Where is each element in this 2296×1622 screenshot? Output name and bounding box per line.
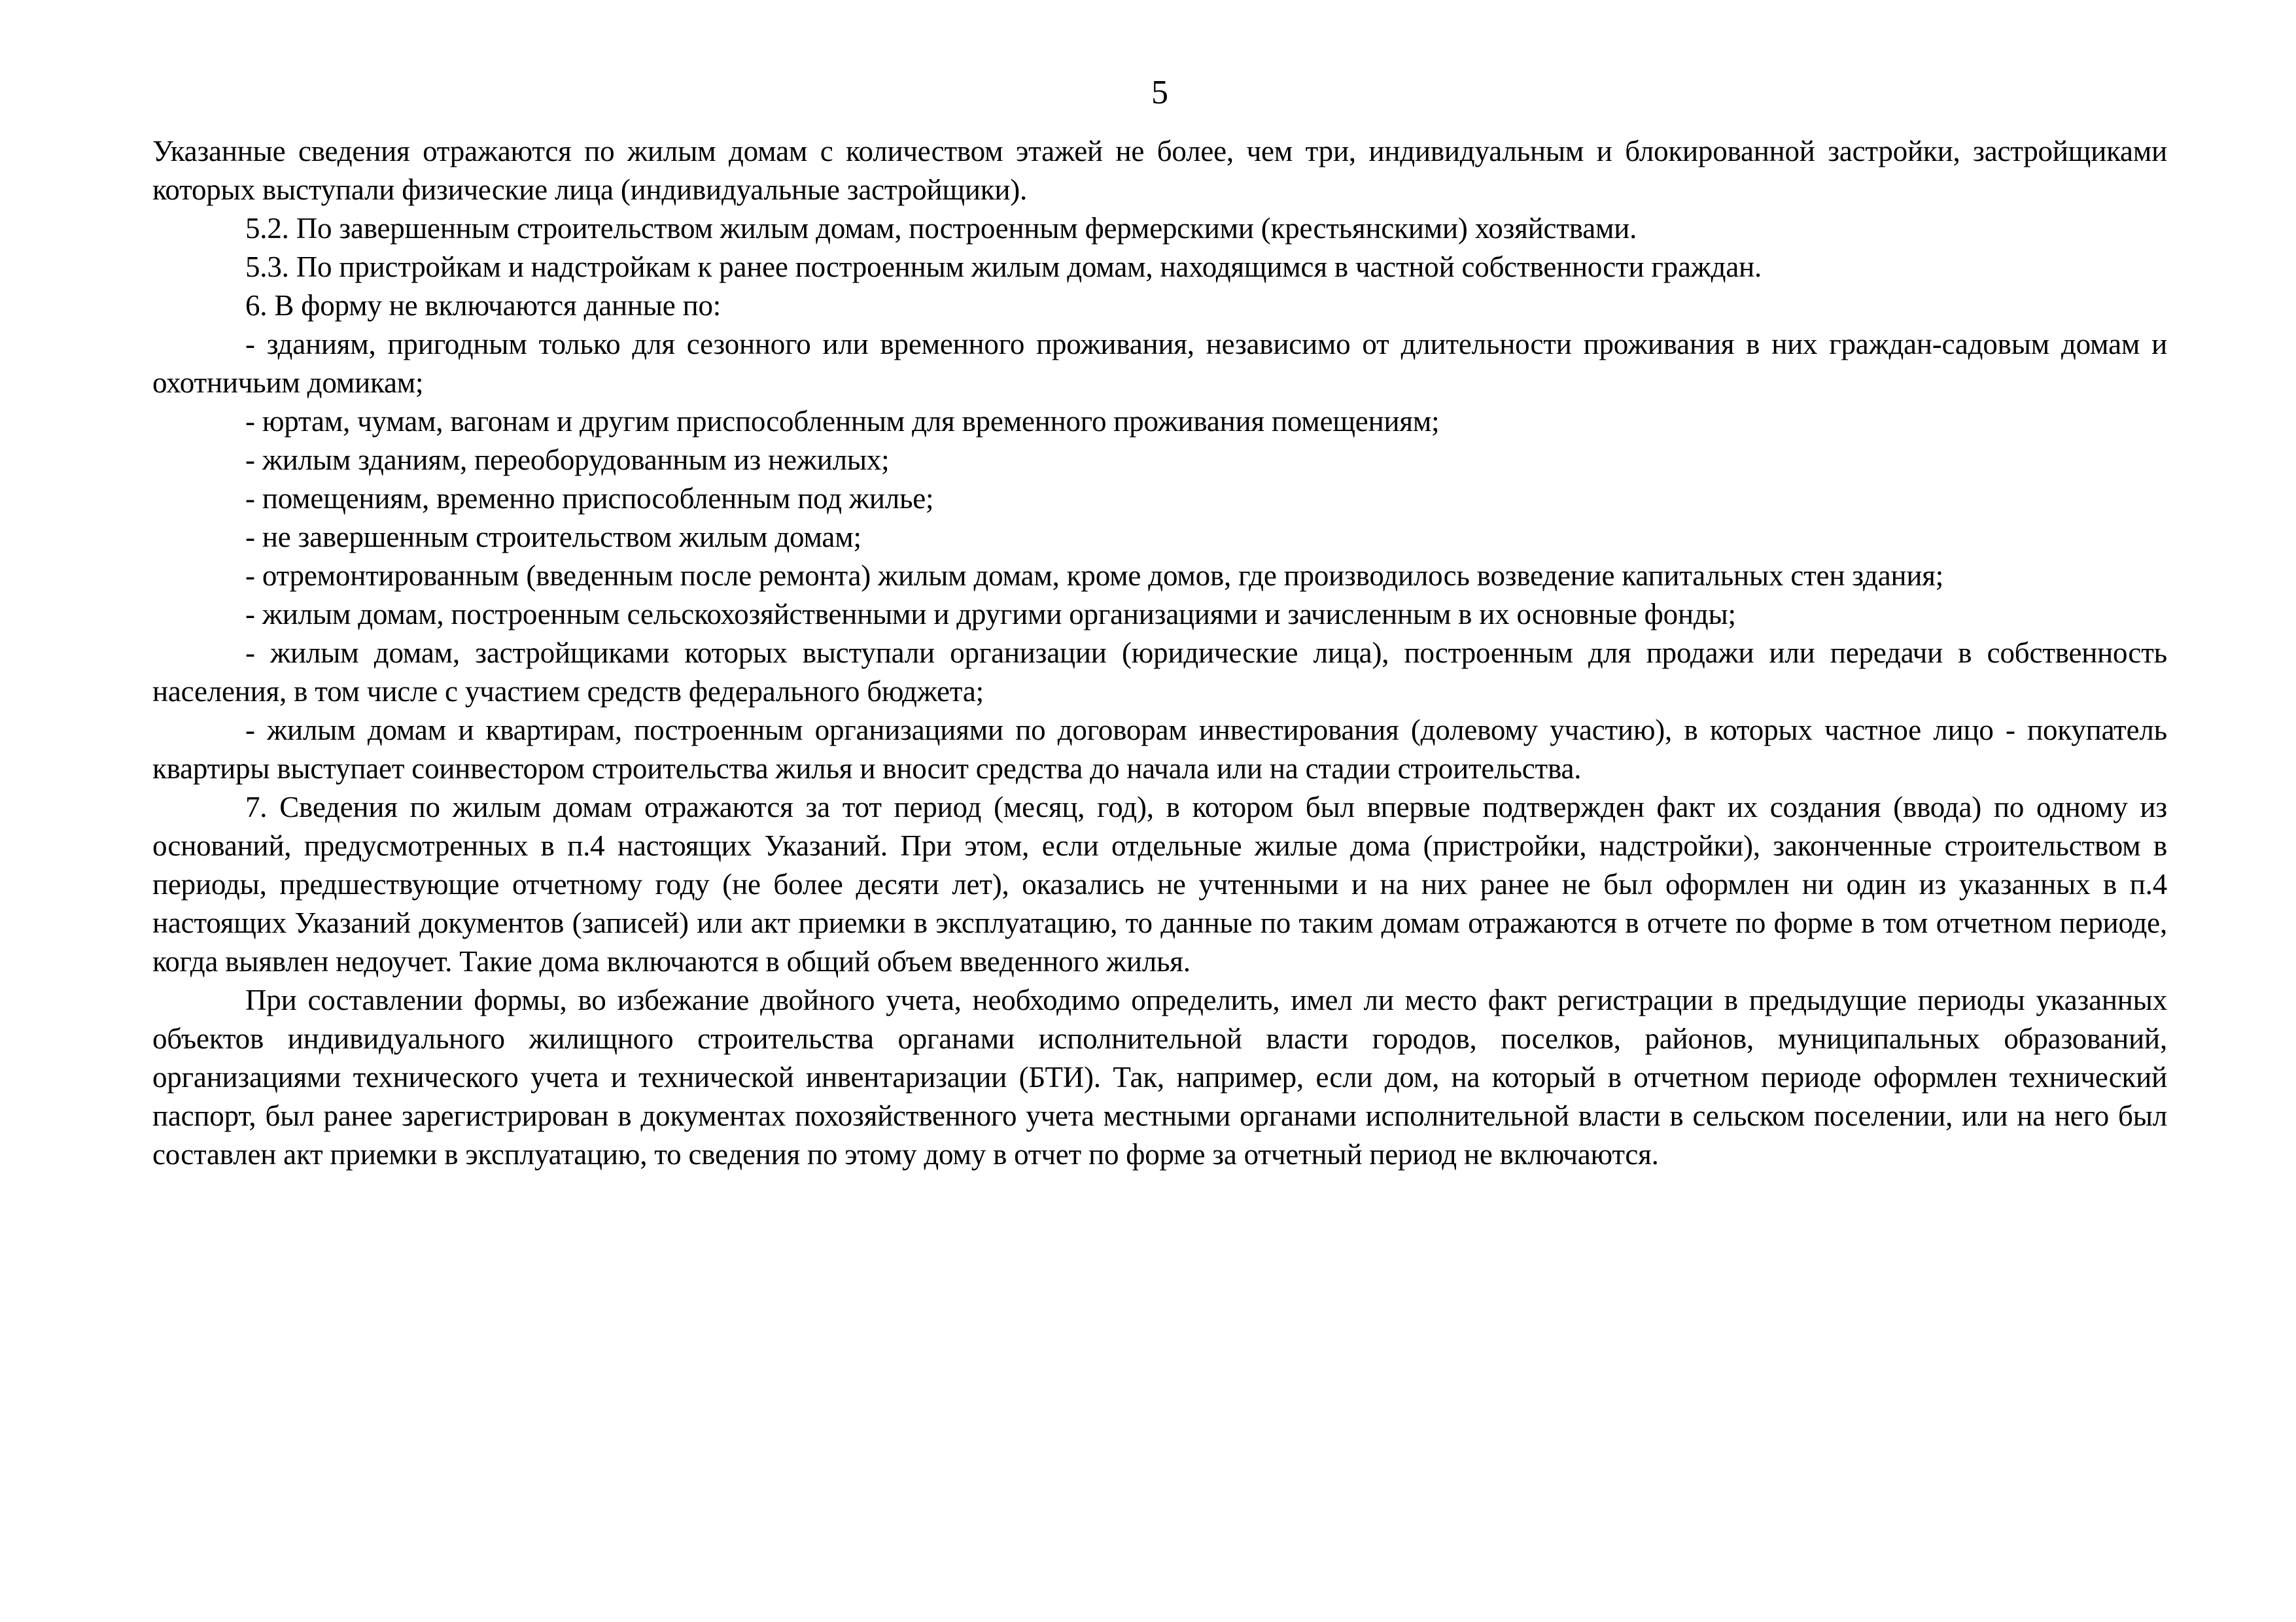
paragraph: 5.3. По пристройкам и надстройкам к ранее построенным жилым домам, находящимся в частной собственности граждан. bbox=[245, 250, 1762, 283]
paragraph: - жилым домам, построенным сельскохозяйственными и другими организациями и зачисленным в их основные фонды; bbox=[245, 598, 1736, 630]
paragraph: - жилым зданиям, переоборудованным из нежилых; bbox=[245, 443, 890, 476]
document-body bbox=[152, 132, 2167, 1174]
paragraph: При составлении формы, во избежание двойного учета, необходимо определить, имел ли место факт регистрации в предыдущие периоды указанных объектов индивидуального жилищного строительства органами исполнительной власти городов, поселков, районов, муниципальных образований, организациями технического учета и технической инвентаризации (БТИ). Так, например, если дом, на который в отчетном периоде оформлен технический паспорт, был ранее зарегистрирован в документах похозяйственного учета местными органами исполнительной власти в сельском поселении, или на него был составлен акт приемки в эксплуатацию, то сведения по этому дому в отчет по форме за отчетный период не включаются. bbox=[152, 984, 2167, 1171]
page-number: 5 bbox=[1151, 74, 1168, 111]
paragraph: Указанные сведения отражаются по жилым домам с количеством этажей не более, чем три, индивидуальным и блокированной застройки, застройщиками которых выступали физические лица (индивидуальные застройщики). bbox=[152, 135, 2167, 206]
paragraph: - юртам, чумам, вагонам и другим приспособленным для временного проживания помещениям; bbox=[245, 405, 1440, 438]
paragraph: 7. Сведения по жилым домам отражаются за тот период (месяц, год), в котором был впервые подтвержден факт их создания (ввода) по одному из оснований, предусмотренных в п.4 настоящих Указаний. При этом, если отдельные жилые дома (пристройки, надстройки), законченные строительством в периоды, предшествующие отчетному году (не более десяти лет), оказались не учтенными и на них ранее не был оформлен ни один из указанных в п.4 настоящих Указаний документов (записей) или акт приемки в эксплуатацию, то данные по таким домам отражаются в отчете по форме в том отчетном периоде, когда выявлен недоучет. Такие дома включаются в общий объем введенного жилья. bbox=[152, 791, 2167, 978]
paragraph: - отремонтированным (введенным после ремонта) жилым домам, кроме домов, где производилось возведение капитальных стен здания; bbox=[245, 559, 1944, 592]
paragraph: - зданиям, пригодным только для сезонного или временного проживания, независимо от длительности проживания в них граждан-садовым домам и охотничьим домикам; bbox=[152, 328, 2167, 399]
paragraph: - жилым домам, застройщиками которых выступали организации (юридические лица), построенным для продажи или передачи в собственность населения, в том числе с участием средств федерального бюджета; bbox=[152, 636, 2167, 708]
paragraph: 6. В форму не включаются данные по: bbox=[245, 289, 722, 322]
paragraph: - помещениям, временно приспособленным под жилье; bbox=[245, 482, 934, 515]
paragraph: 5.2. По завершенным строительством жилым домам, построенным фермерскими (крестьянскими) хозяйствами. bbox=[245, 212, 1637, 245]
document-page bbox=[152, 0, 2167, 1622]
paragraph: - не завершенным строительством жилым домам; bbox=[245, 521, 861, 553]
paragraph: - жилым домам и квартирам, построенным организациями по договорам инвестирования (долевому участию), в которых частное лицо - покупатель квартиры выступает соинвестором строительства жилья и вносит средства до начала или на стадии строительства. bbox=[152, 714, 2167, 785]
